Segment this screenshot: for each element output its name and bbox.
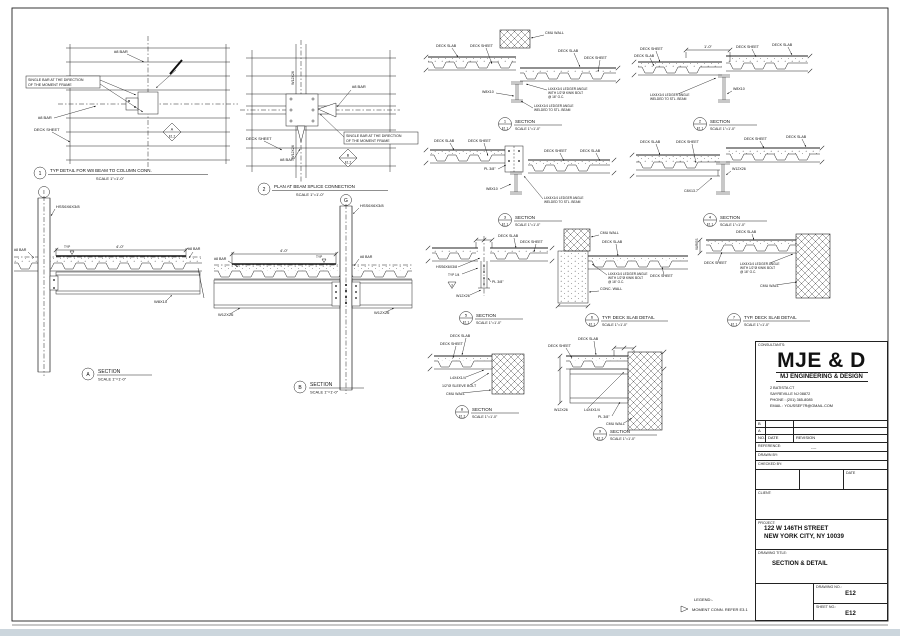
section-letter: B	[298, 385, 302, 391]
beam-section	[510, 172, 522, 194]
project-label: PROJECT:	[758, 521, 776, 525]
label-deck-slab: DECK SLAB	[498, 234, 519, 238]
svg-text:WELDED TO STL. BEAM: WELDED TO STL. BEAM	[544, 200, 581, 204]
label-8bar: #8 BAR	[114, 49, 128, 54]
rev-no-header: NO.	[758, 435, 766, 440]
date-label: DATE	[846, 471, 856, 475]
section-9	[548, 337, 666, 441]
beam-elevation	[50, 268, 204, 298]
firm-email: EMAIL : YOUSSEF7R@GMAIL.COM	[770, 404, 833, 408]
svg-text:WITH 1/2"Ø KWIK BOLT: WITH 1/2"Ø KWIK BOLT	[608, 276, 644, 280]
section-5	[426, 234, 554, 325]
section-word: TYP. DECK SLAB DETAIL	[602, 315, 655, 320]
dim-text: 1'-0"	[704, 44, 712, 49]
svg-text:L4X4X1/4 LEDGER ANGLE: L4X4X1/4 LEDGER ANGLE	[608, 272, 648, 276]
section-sheet-ref: E1.2	[596, 436, 604, 441]
beam-elevation-left	[214, 280, 340, 308]
moment-callout-line1: SINGLE BAR AT THE DIRECTION	[346, 134, 402, 138]
label-8bar: #8 BAR	[38, 115, 52, 120]
label-plate: PL 3/8"	[484, 167, 496, 171]
section-scale: SCALE 1"=1'-0"	[744, 323, 770, 327]
firm-tagline: MJ ENGINEERING & DESIGN	[776, 372, 868, 382]
label-8bar: #8 BAR	[14, 248, 27, 252]
firm-phone: PHONE : (201) 365-8085	[770, 398, 813, 402]
label-plate: PL 3/8"	[492, 280, 504, 284]
drawing-no-label: DRAWING NO.:	[816, 585, 842, 589]
label-weld-typ: TYP	[64, 245, 71, 249]
label-cmu-wall: CMU WALL	[600, 231, 619, 235]
dim-text: 4'-0"	[116, 244, 124, 249]
label-sleeve-bolt: 1/2"Ø SLEEVE BOLT	[442, 384, 477, 388]
label-beam: W8X10	[486, 187, 498, 191]
section-number: 2	[698, 118, 702, 124]
section-scale: SCALE 1"=1'-0"	[602, 323, 628, 327]
section-7-title	[728, 314, 811, 328]
label-weld: TYP 1/4	[448, 273, 460, 277]
detail-1-title	[34, 167, 208, 181]
moment-callout-line2: OF THE MOMENT FRAME	[346, 139, 390, 143]
section-number: 9	[598, 428, 602, 434]
section-scale: SCALE 1"=1'-0"	[310, 389, 339, 395]
note-ledger-weld	[524, 176, 584, 204]
section-flag-b	[339, 149, 357, 167]
drawing-title-text: SECTION & DETAIL	[772, 561, 828, 567]
section-5-title	[460, 312, 524, 326]
label-cmu-wall: CMU WALL	[606, 422, 625, 426]
section-2	[632, 43, 812, 131]
beam-section	[716, 162, 730, 194]
weld-symbol	[70, 251, 74, 255]
label-deck-sheet: DECK SHEET	[736, 45, 759, 49]
svg-text:L4X4X1/4 LEDGER ANGLE: L4X4X1/4 LEDGER ANGLE	[534, 104, 574, 108]
label-channel: C8X13.7	[684, 189, 698, 193]
drawn-by-label: DRAWN BY:	[758, 453, 779, 457]
detail-title-text: TYP DETAIL FOR W8 BEAM TO COLUMN CONN.	[50, 168, 152, 173]
detail-scale: SCALE 1"=1'-0"	[95, 176, 125, 181]
section-sheet-ref: E1.1	[706, 222, 714, 227]
dimension-1ft	[684, 44, 732, 62]
section-3	[424, 139, 616, 227]
beam-section	[511, 82, 523, 102]
section-flag-a	[163, 123, 181, 141]
label-deck-slab: DECK SLAB	[772, 43, 793, 47]
svg-text:WITH 1/2"Ø KWIK BOLT: WITH 1/2"Ø KWIK BOLT	[548, 91, 584, 95]
section-letter: A	[86, 372, 90, 378]
revision-row-b	[756, 420, 887, 427]
section-word: SECTION	[515, 215, 536, 220]
flag-letter: B	[346, 153, 350, 158]
section-scale: SCALE 1"=1'-0"	[710, 127, 736, 131]
svg-text:@ 16" O.C.: @ 16" O.C.	[740, 270, 757, 274]
dimension-4ft	[54, 244, 188, 256]
date-cell	[844, 470, 887, 489]
detail-1-w8-beam-to-column	[26, 36, 238, 181]
page-edge	[0, 629, 900, 636]
label-8bar: #8 BAR	[214, 257, 227, 261]
label-deck-sheet: DECK SHEET	[440, 342, 463, 346]
flag-sheet: E1.2	[344, 160, 352, 165]
splice-plate	[286, 94, 318, 126]
svg-text:L4X4X1/4 LEDGER ANGLE: L4X4X1/4 LEDGER ANGLE	[650, 93, 690, 97]
address-line1: 2 BATISTA CT	[770, 386, 795, 390]
label-beam: W8X10	[733, 87, 745, 91]
left-dim	[558, 354, 562, 405]
label-8bar: #8 BAR	[188, 247, 201, 251]
label-deck-sheet: DECK SHEET	[676, 140, 699, 144]
legend	[681, 597, 748, 612]
cmu-wall-hatch	[796, 234, 830, 298]
moment-callout-line2: OF THE MOMENT FRAME	[28, 83, 72, 87]
section-4-title	[704, 214, 768, 228]
wall-dim	[556, 304, 590, 308]
title-block	[755, 341, 888, 621]
label-cmu-wall: CMU WALL	[545, 31, 564, 35]
weld-symbol	[322, 259, 326, 263]
label-beam: W8X10	[154, 299, 168, 304]
deck-concrete	[214, 266, 412, 271]
section-8	[428, 334, 524, 419]
deck-grid-lines	[246, 44, 396, 178]
drawing-no-value: E12	[845, 591, 856, 597]
revision-row-a	[756, 427, 887, 434]
label-deck-sheet: DECK SHEET	[470, 44, 493, 48]
keynote-number: 3	[451, 283, 453, 288]
label-angle: L4X4X1/4	[450, 376, 466, 380]
section-scale: SCALE 1"=1'-0"	[610, 437, 636, 441]
client-label: CLIENT:	[758, 491, 772, 495]
label-w12: W12X26	[291, 71, 295, 85]
varies-dim	[695, 238, 702, 255]
note-ledger-bolt	[526, 84, 588, 99]
reference-row	[756, 442, 887, 451]
label-deck-slab: DECK SLAB	[602, 240, 623, 244]
sheet-no-label: SHEET NO.:	[816, 605, 837, 610]
section-b-title	[294, 381, 364, 395]
section-sheet-ref: E1.1	[501, 222, 509, 227]
cmu-wall-hatch	[500, 30, 530, 48]
legend-item: MOMENT CONN. REFER E3.1	[692, 607, 748, 612]
dim-varies: VARIES	[695, 238, 699, 250]
section-a-title	[82, 368, 152, 382]
label-plate: PL 3/8"	[598, 415, 610, 419]
detail-2-beam-splice-plan	[240, 40, 418, 197]
section-sheet-ref: E1.1	[462, 320, 470, 325]
rev-letter: A	[756, 428, 766, 434]
svg-text:@ 16" O.C.: @ 16" O.C.	[608, 280, 625, 284]
detail-scale: SCALE 1"=1'-0"	[295, 192, 325, 197]
section-scale: SCALE 1"=1'-0"	[720, 223, 746, 227]
label-beam: W12X26	[374, 310, 390, 315]
label-8bar: #8 BAR	[280, 157, 294, 162]
revision-header-row	[756, 434, 887, 442]
label-8bar: #8 BAR	[360, 255, 373, 259]
moment-callout-line1: SINGLE BAR AT THE DIRECTION	[28, 78, 84, 82]
note-ledger-weld	[521, 101, 574, 112]
firm-name: MJE & D	[777, 349, 866, 372]
section-word: SECTION	[710, 119, 731, 124]
label-cmu-wall: CMU WALL	[760, 284, 779, 288]
consultants-label: CONSULTANTS:	[758, 343, 786, 347]
grid-letter: G	[344, 198, 348, 204]
flag-sheet: E1.2	[168, 134, 176, 139]
svg-text:L4X4X1/4 LEDGER ANGLE: L4X4X1/4 LEDGER ANGLE	[740, 262, 780, 266]
section-sheet-ref: E1.1	[501, 126, 509, 131]
svg-text:@ 16" O.C.: @ 16" O.C.	[548, 95, 565, 99]
svg-text:WELDED TO STL. BEAM: WELDED TO STL. BEAM	[650, 97, 687, 101]
section-sheet-ref: E1.2	[458, 414, 466, 419]
legend-title: LEGEND:-	[694, 597, 713, 602]
label-deck-slab: DECK SLAB	[578, 337, 599, 341]
section-b	[214, 195, 412, 395]
section-number: 5	[464, 312, 468, 318]
cmu-wall-hatch	[564, 229, 590, 251]
label-deck-sheet: DECK SHEET	[650, 274, 673, 278]
connection-plate	[126, 98, 138, 110]
section-a	[14, 187, 204, 382]
section-1	[424, 30, 620, 131]
detail-title-text: PLAN AT BEAM SPLICE CONNECTION	[274, 184, 355, 189]
section-scale: SCALE 1"=1'-0"	[476, 321, 502, 325]
label-deck-slab: DECK SLAB	[786, 135, 807, 139]
section-word: SECTION	[310, 382, 333, 388]
address-line2: SAYREVILLE NJ 08872	[770, 392, 811, 396]
label-hss-column: HSS6X6X3/8	[436, 265, 458, 269]
label-deck-sheet: DECK SHEET	[520, 240, 543, 244]
section-word: SECTION	[472, 407, 493, 412]
section-1-title	[499, 118, 563, 132]
label-deck-sheet: DECK SHEET	[468, 139, 491, 143]
label-beam: W12X26	[732, 167, 746, 171]
moment-conn-symbol	[681, 606, 688, 612]
reference-value: ----	[811, 445, 817, 450]
label-w12: W12X26	[291, 145, 295, 159]
label-beam: W8X10	[482, 90, 494, 94]
label-deck-sheet: DECK SHEET	[744, 137, 767, 141]
label-deck-sheet: DECK SHEET	[544, 149, 567, 153]
sheet-no-value: E12	[845, 611, 856, 618]
beam-elevation	[570, 369, 628, 403]
signature-row	[756, 469, 887, 489]
detail-2-title	[258, 183, 388, 197]
client-box	[756, 489, 887, 519]
section-scale: SCALE 1"=1'-0"	[515, 127, 541, 131]
label-deck-slab: DECK SLAB	[634, 54, 655, 58]
section-6	[556, 229, 688, 327]
project-box	[756, 519, 887, 549]
section-7	[695, 230, 830, 327]
label-deck-slab: DECK SLAB	[640, 140, 661, 144]
label-deck-sheet: DECK SHEET	[640, 47, 663, 51]
sheet-no-box	[814, 604, 887, 620]
svg-text:L4X4X1/4 LEDGER ANGLE: L4X4X1/4 LEDGER ANGLE	[548, 87, 588, 91]
note-ledger-bolt	[740, 254, 793, 274]
conc-wall	[558, 251, 588, 303]
label-deck-sheet: DECK SHEET	[246, 136, 272, 141]
drawing-title-label: DRAWING TITLE:	[758, 551, 787, 555]
label-cmu-wall: CMU WALL	[446, 392, 465, 396]
gusset-plate	[297, 126, 305, 142]
section-word: SECTION	[515, 119, 536, 124]
consultants-box	[756, 342, 887, 420]
section-3-title	[499, 214, 563, 228]
label-beam: W12X26	[554, 408, 568, 412]
section-number: 7	[732, 314, 736, 320]
project-address-line2: NEW YORK CITY, NY 10039	[764, 532, 844, 540]
svg-text:WELDED TO STL. BEAM: WELDED TO STL. BEAM	[534, 108, 571, 112]
label-deck-slab: DECK SLAB	[450, 334, 471, 338]
section-sheet-ref: E1.1	[588, 322, 596, 327]
grid-letter: I	[43, 190, 45, 196]
label-deck-slab: DECK SLAB	[436, 44, 457, 48]
section-4	[630, 135, 824, 227]
keynote-triangle	[448, 282, 456, 289]
label-angle: L4X4X1/4	[584, 408, 600, 412]
checked-by-label: CHECKED BY:	[758, 462, 783, 466]
label-deck-slab: DECK SLAB	[736, 230, 757, 234]
section-scale: SCALE 1"=1'-0"	[472, 415, 498, 419]
label-deck-slab: DECK SLAB	[580, 149, 601, 153]
svg-text:L4X4X1/4 LEDGER ANGLE: L4X4X1/4 LEDGER ANGLE	[544, 196, 584, 200]
section-number: 4	[708, 214, 712, 220]
label-deck-sheet: DECK SHEET	[584, 56, 607, 60]
section-word: SECTION	[476, 313, 497, 318]
checked-by-row	[756, 460, 887, 469]
section-scale: SCALE 1"=1'-0"	[98, 376, 127, 382]
cmu-wall-hatch	[492, 354, 524, 394]
dim-text: 4'-0"	[280, 248, 288, 253]
project-address-line1: 122 W 146TH STREET	[764, 525, 829, 532]
drawn-by-row	[756, 451, 887, 460]
label-beam: W12X26	[456, 294, 470, 298]
label-hss-column: HSS6X6X3/8	[56, 204, 80, 209]
section-number: 8	[460, 406, 464, 412]
seal-cell	[756, 584, 814, 620]
section-scale: SCALE 1"=1'-0"	[515, 223, 541, 227]
rev-date-header: DATE	[766, 435, 794, 442]
section-word: TYP. DECK SLAB DETAIL	[744, 315, 797, 320]
label-deck-slab: DECK SLAB	[434, 139, 455, 143]
label-deck-sheet: DECK SHEET	[548, 344, 571, 348]
drawing-no-box	[814, 584, 887, 604]
section-word: SECTION	[720, 215, 741, 220]
label-deck-sheet: DECK SHEET	[34, 127, 60, 132]
label-deck-sheet: DECK SHEET	[704, 261, 727, 265]
note-ledger-weld	[650, 78, 716, 101]
section-6-title	[586, 314, 669, 328]
section-sheet-ref: E1.1	[696, 126, 704, 131]
label-conc-wall: CONC. WALL	[600, 287, 623, 291]
flag-letter: A	[170, 127, 174, 132]
label-hss-column: HSS6X6X3/8	[360, 203, 384, 208]
section-word: SECTION	[610, 429, 631, 434]
section-2-title	[694, 118, 758, 132]
label-beam: W12X26	[218, 312, 234, 317]
svg-text:WITH 1/2"Ø KWIK BOLT: WITH 1/2"Ø KWIK BOLT	[740, 266, 776, 270]
drawing-title-box	[756, 549, 887, 583]
detail-number: 1	[38, 171, 42, 177]
section-number: 6	[590, 314, 594, 320]
section-8-title	[456, 406, 520, 420]
beam-elevation-right	[352, 280, 412, 308]
section-number: 3	[503, 214, 507, 220]
cmu-wall-hatch	[628, 352, 662, 430]
label-weld-typ: TYP	[316, 255, 323, 259]
firm-address	[770, 385, 887, 409]
section-number: 1	[503, 118, 507, 124]
rev-letter: B	[756, 421, 766, 427]
section-word: SECTION	[98, 369, 121, 375]
rev-revision-header: REVISION	[796, 435, 816, 440]
label-8bar: #8 BAR	[352, 84, 366, 89]
beam-section	[718, 75, 730, 102]
section-sheet-ref: E1.1	[730, 322, 738, 327]
detail-number: 2	[262, 187, 266, 193]
reference-label: REFERENCE:	[758, 444, 782, 448]
drawing-number-row	[756, 583, 887, 620]
label-deck-slab: DECK SLAB	[558, 49, 579, 53]
